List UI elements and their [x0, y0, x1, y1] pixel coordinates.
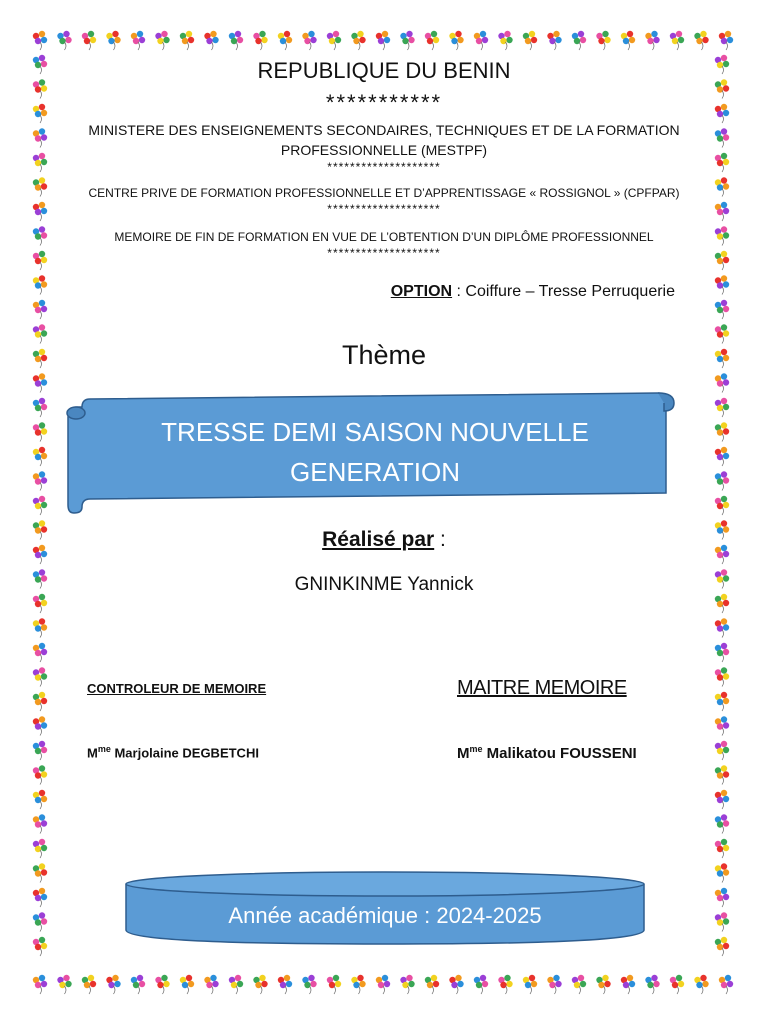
balloon-icon	[302, 975, 316, 994]
balloon-icon	[694, 31, 708, 50]
balloon-icon	[400, 31, 414, 50]
balloon-icon	[33, 226, 47, 245]
maitre-fullname: Malikatou FOUSSENI	[482, 745, 637, 762]
balloon-icon	[715, 324, 729, 343]
balloon-icon	[715, 790, 729, 809]
balloon-icon	[33, 790, 47, 809]
balloon-icon	[715, 569, 729, 588]
balloon-icon	[33, 55, 47, 74]
balloon-icon	[715, 618, 729, 637]
balloon-icon	[33, 202, 47, 221]
training-center-name: CENTRE PRIVE DE FORMATION PROFESSIONNELLE ET D’APPRENTISSAGE « ROSSIGNOL » (CPFPAR)	[88, 186, 680, 200]
balloon-icon	[715, 643, 729, 662]
balloon-icon	[694, 975, 708, 994]
balloon-icon	[715, 839, 729, 858]
balloon-icon	[715, 937, 729, 956]
balloon-icon	[547, 975, 561, 994]
title-superscript: me	[469, 744, 483, 754]
title-prefix: M	[457, 745, 470, 762]
balloon-icon	[33, 104, 47, 123]
balloon-icon	[645, 31, 659, 50]
balloon-icon	[33, 128, 47, 147]
author-colon: :	[434, 528, 446, 551]
balloon-icon	[425, 975, 439, 994]
controleur-fullname: Marjolaine DEGBETCHI	[110, 745, 259, 761]
balloon-icon	[33, 716, 47, 735]
balloon-icon	[715, 888, 729, 907]
separator-stars: ********************	[327, 246, 441, 260]
balloon-icon	[351, 975, 365, 994]
author-name: GNINKINME Yannick	[294, 574, 474, 595]
balloon-icon	[327, 31, 341, 50]
balloon-icon	[33, 765, 47, 784]
balloon-icon	[715, 104, 729, 123]
balloon-icon	[719, 31, 733, 50]
balloon-icon	[33, 594, 47, 613]
balloon-icon	[204, 31, 218, 50]
balloon-icon	[180, 31, 194, 50]
balloon-icon	[302, 31, 316, 50]
balloon-icon	[376, 975, 390, 994]
balloon-icon	[106, 31, 120, 50]
balloon-icon	[33, 569, 47, 588]
balloon-icon	[715, 692, 729, 711]
balloon-icon	[715, 153, 729, 172]
balloon-icon	[715, 275, 729, 294]
balloon-icon	[715, 177, 729, 196]
ministry-line-2: PROFESSIONNELLE (MESTPF)	[280, 142, 488, 158]
memoire-purpose: MEMOIRE DE FIN DE FORMATION EN VUE DE L’OBTENTION D’UN DIPLÔME PROFESSIONNEL	[114, 230, 654, 244]
balloon-icon	[498, 975, 512, 994]
balloon-icon	[474, 31, 488, 50]
balloon-icon	[523, 31, 537, 50]
balloon-icon	[715, 128, 729, 147]
balloon-icon	[376, 31, 390, 50]
balloon-icon	[33, 398, 47, 417]
balloon-icon	[33, 373, 47, 392]
balloon-icon	[82, 975, 96, 994]
balloon-icon	[715, 496, 729, 515]
balloon-icon	[621, 31, 635, 50]
balloon-icon	[715, 765, 729, 784]
republic-heading: REPUBLIQUE DU BENIN	[257, 58, 511, 83]
balloon-icon	[400, 975, 414, 994]
academic-year: Année académique : 2024-2025	[228, 903, 542, 928]
balloon-icon	[33, 300, 47, 319]
balloon-icon	[715, 545, 729, 564]
option-line	[391, 283, 675, 301]
balloon-icon	[449, 975, 463, 994]
memoire-block	[60, 230, 708, 262]
balloon-icon	[33, 618, 47, 637]
controleur-label: CONTROLEUR DE MEMOIRE	[87, 681, 267, 696]
balloon-icon	[670, 975, 684, 994]
balloon-icon	[645, 975, 659, 994]
balloon-icon	[33, 975, 47, 994]
balloon-icon	[33, 153, 47, 172]
author-label: Réalisé par	[322, 528, 435, 551]
balloon-icon	[180, 975, 194, 994]
ministry-block	[60, 120, 708, 174]
balloon-icon	[715, 912, 729, 931]
training-center-block	[60, 186, 708, 218]
balloon-icon	[715, 447, 729, 466]
balloon-icon	[57, 975, 71, 994]
balloon-icon	[715, 373, 729, 392]
separator-stars: ***********	[325, 90, 443, 115]
balloon-icon	[155, 31, 169, 50]
balloon-icon	[204, 975, 218, 994]
balloon-icon	[523, 975, 537, 994]
title-superscript: me	[97, 744, 111, 754]
maitre-label: MAITRE MEMOIRE	[457, 677, 627, 699]
balloon-icon	[155, 975, 169, 994]
balloon-icon	[33, 79, 47, 98]
maitre-name	[457, 744, 637, 762]
balloon-icon	[474, 975, 488, 994]
balloon-icon	[596, 31, 610, 50]
balloon-icon	[33, 545, 47, 564]
balloon-icon	[596, 975, 610, 994]
controleur-name	[87, 744, 259, 760]
balloon-icon	[715, 349, 729, 368]
memoire-title-line-2: GENERATION	[290, 457, 460, 487]
option-value: : Coiffure – Tresse Perruquerie	[452, 283, 675, 300]
balloon-icon	[57, 31, 71, 50]
memoire-title	[80, 412, 670, 492]
separator-stars: ********************	[327, 202, 441, 216]
balloon-icon	[278, 975, 292, 994]
balloon-icon	[572, 975, 586, 994]
balloon-icon	[33, 888, 47, 907]
balloon-icon	[715, 398, 729, 417]
balloon-icon	[131, 31, 145, 50]
balloon-icon	[449, 31, 463, 50]
memoire-title-line-1: TRESSE DEMI SAISON NOUVELLE	[161, 417, 589, 447]
title-prefix: M	[87, 745, 98, 761]
separator-stars: ********************	[327, 160, 441, 174]
balloon-icon	[621, 975, 635, 994]
balloon-icon	[253, 31, 267, 50]
balloon-icon	[715, 863, 729, 882]
balloon-icon	[82, 31, 96, 50]
balloon-icon	[715, 741, 729, 760]
option-label: OPTION	[390, 283, 453, 300]
balloon-icon	[715, 667, 729, 686]
balloon-icon	[131, 975, 145, 994]
theme-label: Thème	[341, 340, 427, 370]
balloon-icon	[715, 716, 729, 735]
balloon-icon	[498, 31, 512, 50]
balloon-icon	[278, 31, 292, 50]
balloon-icon	[715, 55, 729, 74]
balloon-icon	[33, 937, 47, 956]
balloon-icon	[33, 275, 47, 294]
balloon-icon	[715, 520, 729, 539]
balloon-icon	[715, 422, 729, 441]
balloon-icon	[33, 692, 47, 711]
balloon-icon	[33, 496, 47, 515]
balloon-icon	[33, 324, 47, 343]
balloon-icon	[715, 594, 729, 613]
balloon-icon	[33, 447, 47, 466]
balloon-icon	[715, 79, 729, 98]
balloon-icon	[106, 975, 120, 994]
balloon-icon	[33, 422, 47, 441]
balloon-icon	[715, 300, 729, 319]
balloon-icon	[33, 471, 47, 490]
balloon-icon	[715, 202, 729, 221]
balloon-icon	[715, 814, 729, 833]
balloon-icon	[670, 31, 684, 50]
balloon-icon	[33, 349, 47, 368]
balloon-icon	[33, 251, 47, 270]
balloon-icon	[425, 31, 439, 50]
balloon-icon	[229, 31, 243, 50]
balloon-icon	[715, 251, 729, 270]
balloon-icon	[33, 863, 47, 882]
balloon-icon	[719, 975, 733, 994]
balloon-icon	[33, 31, 47, 50]
balloon-icon	[33, 741, 47, 760]
balloon-icon	[253, 975, 267, 994]
balloon-icon	[33, 839, 47, 858]
balloon-icon	[351, 31, 365, 50]
balloon-icon	[327, 975, 341, 994]
balloon-icon	[33, 667, 47, 686]
balloon-icon	[715, 471, 729, 490]
balloon-icon	[33, 177, 47, 196]
author-label-line	[60, 528, 708, 552]
balloon-icon	[33, 643, 47, 662]
balloon-icon	[547, 31, 561, 50]
ministry-line-1: MINISTERE DES ENSEIGNEMENTS SECONDAIRES, TECHNIQUES ET DE LA FORMATION	[88, 122, 680, 138]
balloon-icon	[33, 520, 47, 539]
balloon-icon	[33, 912, 47, 931]
balloon-icon	[33, 814, 47, 833]
balloon-icon	[572, 31, 586, 50]
balloon-icon	[715, 226, 729, 245]
balloon-icon	[229, 975, 243, 994]
